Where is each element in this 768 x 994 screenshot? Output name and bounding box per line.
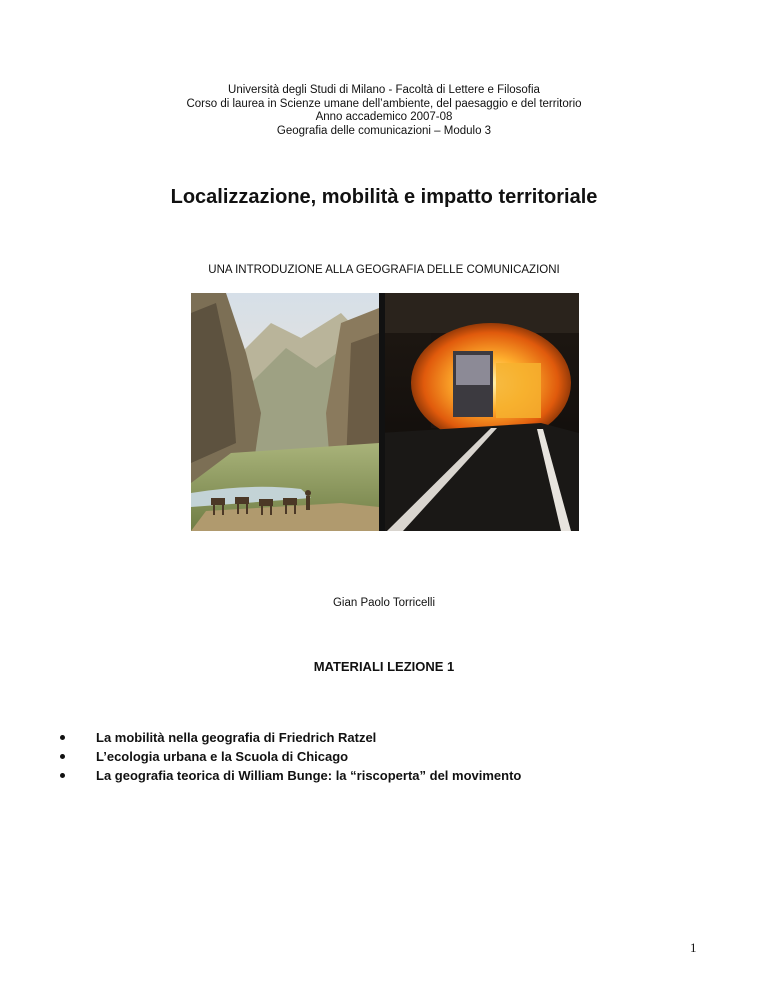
- topic-list: [60, 728, 521, 785]
- bullet-icon: [60, 754, 65, 759]
- list-item: [60, 728, 521, 747]
- cover-image: [191, 293, 579, 531]
- header-academic-year: Anno accademico 2007-08: [315, 111, 453, 123]
- document-header: [0, 84, 768, 138]
- header-course: Corso di laurea in Scienze umane dell’ambiente, del paesaggio e del territorio: [186, 97, 582, 110]
- author-name: Gian Paolo Torricelli: [332, 597, 436, 609]
- header-university: Università degli Studi di Milano - Facoltà di Lettere e Filosofia: [228, 84, 540, 96]
- list-item: [60, 747, 521, 766]
- header-module: Geografia delle comunicazioni – Modulo 3: [276, 124, 492, 137]
- document-subtitle: UNA INTRODUZIONE ALLA GEOGRAFIA DELLE COMUNICAZIONI: [208, 264, 560, 276]
- bullet-icon: [60, 773, 65, 778]
- page-number: 1: [690, 940, 697, 955]
- section-heading: MATERIALI LEZIONE 1: [313, 659, 455, 674]
- list-item: [60, 766, 521, 785]
- mountain-engraving-panel: [191, 293, 379, 531]
- tunnel-fire-panel: [379, 293, 579, 531]
- topic-text: La geografia teorica di William Bunge: la “riscoperta” del movimento: [96, 768, 522, 783]
- document-title: Localizzazione, mobilità e impatto territoriale: [170, 186, 598, 208]
- topic-text: L’ecologia urbana e la Scuola di Chicago: [96, 749, 349, 764]
- bullet-icon: [60, 735, 65, 740]
- topic-text: La mobilità nella geografia di Friedrich Ratzel: [96, 730, 377, 745]
